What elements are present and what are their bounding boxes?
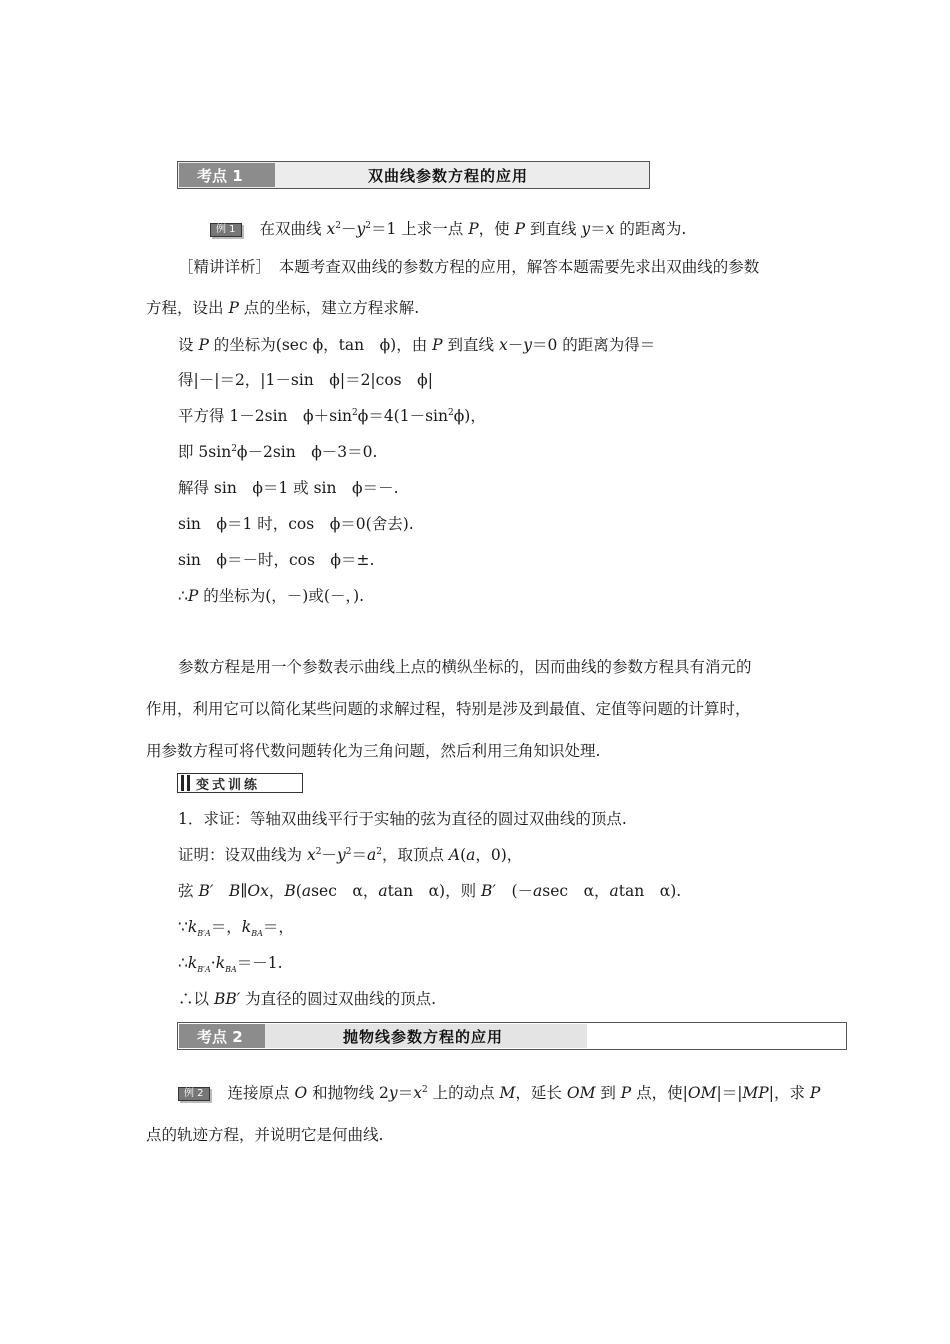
solution-line-8: ∴P 的坐标为(，－)或(－，). [178, 587, 365, 605]
solution-line-1: 设 P 的坐标为(sec ϕ，tan ϕ)，由 P 到直线 x－y＝0 的距离为得＝ [178, 336, 656, 354]
section-2-tag: 考点 2 [179, 1024, 265, 1048]
solution-line-3: 平方得 1－2sin $\phi+\sin^2\phi=4(1-\sin^2\phi)$， [178, 407, 486, 425]
analysis-line-2: 方程，设出 P 点的坐标，建立方程求解. [146, 299, 420, 317]
example-1-prompt: 例 1 在双曲线 $x^2-y^2=1$ 上求一点 P，使 P 到直线 y＝x 的距离为. [210, 219, 686, 239]
summary-line-2: 作用，利用它可以简化某些问题的求解过程，特别是涉及到最值、定值等问题的计算时， [146, 700, 751, 718]
section-2-title: 抛物线参数方程的应用 [343, 1027, 504, 1046]
proof-line-3: $\because k_{B'A}=$，$k_{BA}=$， [178, 918, 294, 939]
solution-line-6: sin ϕ＝1 时，cos ϕ＝0(舍去). [178, 515, 414, 533]
example-2-line-2: 点的轨迹方程，并说明它是何曲线. [146, 1126, 384, 1144]
section-1-header [177, 161, 650, 189]
example-2-tag: 例 2 [178, 1087, 210, 1101]
variant-training-header [177, 773, 303, 793]
example-1-tag: 例 1 [210, 223, 242, 237]
solution-line-7: sin ϕ＝－时，cos ϕ＝±. [178, 551, 375, 569]
proof-line-4: $\therefore k_{B'A}\cdot k_{BA}=-1$. [178, 954, 283, 975]
proof-line-2: 弦 B′ B∥Ox，B(asec α，atan α)，则 B′ (－asec α，atan α). [178, 882, 682, 900]
summary-line-1: 参数方程是用一个参数表示曲线上点的横纵坐标的，因而曲线的参数方程具有消元的 [178, 658, 752, 676]
solution-line-4: 即 $5\sin^2\phi-2\sin$ ϕ－3＝0. [178, 443, 378, 461]
summary-line-3: 用参数方程可将代数问题转化为三角问题，然后利用三角知识处理. [146, 742, 601, 760]
section-1-tag: 考点 1 [179, 163, 275, 187]
analysis-line-1: ［精讲详析］ 本题考查双曲线的参数方程的应用，解答本题需要先求出双曲线的参数 [178, 258, 760, 276]
section-1-title: 双曲线参数方程的应用 [368, 166, 529, 185]
example-2-prompt: 例 2 连接原点 O 和抛物线 $2y=x^2$ 上的动点 M，延长 OM 到 P 点，使|OM|＝|MP|，求 P [178, 1083, 820, 1103]
variant-training-title: 变式训练 [196, 777, 261, 793]
variant-question-1: 1．求证：等轴双曲线平行于实轴的弦为直径的圆过双曲线的顶点. [178, 810, 627, 828]
proof-line-1: 证明：设双曲线为 $x^2-y^2=a^2$，取顶点 A(a，0)， [178, 846, 523, 864]
solution-line-5: 解得 sin ϕ＝1 或 sin ϕ＝－. [178, 479, 399, 497]
variant-stripe-1 [181, 775, 184, 791]
variant-stripe-2 [187, 775, 190, 791]
section-2-header [177, 1022, 847, 1050]
proof-line-5: ∴以 BB′ 为直径的圆过双曲线的顶点. [178, 990, 437, 1008]
solution-line-2: 得|－|＝2，|1－sin ϕ|＝2|cos ϕ| [178, 371, 433, 389]
